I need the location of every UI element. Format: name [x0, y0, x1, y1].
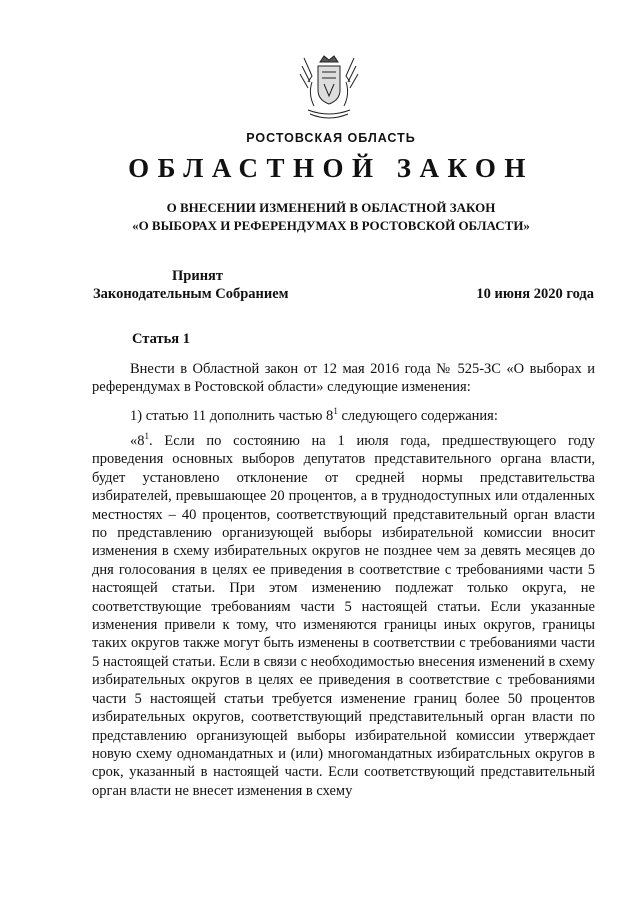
part-number: «8 [130, 433, 145, 449]
adopted-by: Законодательным Собранием [93, 286, 289, 302]
paragraph-item-1 [92, 407, 595, 425]
law-title-line-1: О ВНЕСЕНИИ ИЗМЕНЕНИЙ В ОБЛАСТНОЙ ЗАКОН [166, 200, 496, 215]
paragraph-intro: Внести в Областной закон от 12 мая 2016 года № 525-ЗС «О выборах и референдумах в Ростовской области» следующие изменения: [92, 361, 595, 396]
law-title-line-2: «О ВЫБОРАХ И РЕФЕРЕНДУМАХ В РОСТОВСКОЙ ОБЛАСТИ» [132, 218, 530, 233]
document-type: ОБЛАСТНОЙ ЗАКОН [128, 153, 534, 183]
article-heading: Статья 1 [132, 331, 190, 347]
item-superscript: 1 [333, 406, 338, 416]
part-superscript: 1 [144, 431, 149, 441]
item-text-end: следующего содержания: [337, 408, 498, 424]
item-text-start: 1) статью 11 дополнить частью 8 [130, 408, 334, 424]
paragraph-part-8-1 [92, 432, 595, 800]
region-name: РОСТОВСКАЯ ОБЛАСТЬ [246, 131, 416, 145]
adopted-label: Принят [172, 268, 224, 284]
part-text: . Если по состоянию на 1 июля года, предшествующего году проведения основных выборов депутатов представительного органа власти, будет установлено отклонение от средней нормы представительства избирателей, превышающее 20 процентов, а в труднодоступных или отдаленных местностях – 40 процентов, соответствующий представительный орган власти по представлению организующей выборы избирательной комиссии вносит изменения в схему избирательных округов не позднее чем за девять месяцев до дня голосования в целях ее приведения в соответствие с требованиями части 5 настоящей статьи. При этом изменению подлежат только округа, не соответствующие требованиям части 5 настоящей статьи. Если указанные изменения привели к тому, что изменяются границы иных округов, границы таких округов также могут быть изменены в соответствии с требованиями части 5 настоящей статьи. Если в связи с необходимостью внесения изменений в схему избирательных округов в целях ее приведения в соответствие с требованиями части 5 настоящей статьи требуется изменение границ более 50 процентов избирательных округов, соответствующий представительный орган власти по представлению организующей выборы избирательной комиссии утверждает новую схему одномандатных и (или) многомандатных избиратсльных округов в срок, указанный в настоящей части. Если соответствующий представительный орган власти не внесет изменения в схему [92, 433, 595, 799]
adoption-date: 10 июня 2020 года [476, 286, 594, 302]
coat-of-arms-icon [298, 52, 360, 122]
